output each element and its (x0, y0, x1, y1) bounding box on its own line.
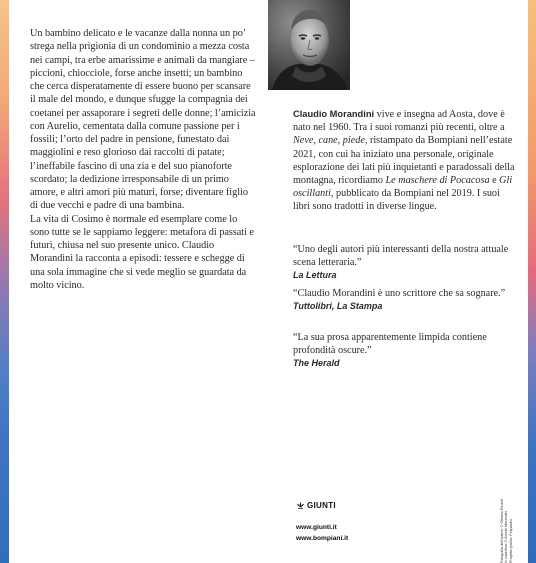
author-portrait (268, 0, 350, 90)
url-giunti[interactable]: www.giunti.it (296, 524, 337, 531)
back-cover-blurb (30, 27, 256, 292)
credit-line: Progetto grafico: Polystudio (508, 519, 513, 563)
url-bompiani[interactable]: www.bompiani.it (296, 535, 349, 542)
quote-source: Tuttolibri, La Stampa (293, 301, 383, 312)
publisher-name: GIUNTI (307, 501, 336, 510)
review-quote (293, 331, 515, 371)
book-title: Gli oscillanti (293, 175, 513, 200)
credit-line: Fotografia dell’autore: © Stefano Peranti (500, 498, 504, 563)
book-title: Neve, cane, piede, (293, 135, 368, 147)
right-edge-gradient (528, 0, 536, 563)
quote-text: “Uno degli autori più interessanti della nostra attuale scena letteraria.” (293, 244, 509, 269)
image-credits (500, 451, 512, 563)
bio-text: , pubblicato da Bompiani nel 2019. I suoi libri sono tradotti in diverse lingue. (293, 188, 500, 213)
author-name: Claudio Morandini (293, 109, 375, 119)
blurb-paragraph-2: La vita di Cosimo è normale ed esemplare come lo sono tutte se le sappiamo leggere: metafora di passati e futuri, chiusa nel suo presente unico. Claudio Morandini la racconta a episodi: tessere e schegge di una sola immagine che si vede meglio se guardata da molto vicino. (30, 213, 254, 291)
quote-text: “La sua prosa apparentemente limpida contiene profondità oscure.” (293, 332, 487, 357)
giunti-lily-icon (296, 501, 305, 510)
blurb-paragraph-1: Un bambino delicato e le vacanze dalla nonna un po’ strega nella prigionia di un condominio a mezza costa nei campi, tra erbe amarissime e animali da mangiare – piccioni, chiocciole, forse anche insetti; un bambino che cerca disperatamente di essere buono per scansare il male del mondo, e dunque sfugge la compagnia dei coetanei per assaporare i segreti delle donne; l’amicizia con Aurelio, cementata dalla comune passione per i fossili; l’orto del padre in pensione, funestato dai maggiolini e reso glorioso dai raccolti di patate; l’ineffabile fascino di una zia e del suo pianoforte scordato; la dedizione irresponsabile di un primo amore, e altri amori più maturi, forse; diventare figlio di due vecchi e padre di una bambina. (30, 28, 256, 212)
bio-text: vive e insegna ad Aosta, dove è nato nel 1960. Tra i suoi romanzi più recenti, oltre a (293, 109, 505, 134)
review-quote (293, 287, 515, 313)
bio-text: e (489, 175, 500, 187)
book-title: Le maschere di Pocacosa (385, 175, 490, 187)
bio-text: ristampato da Bompiani nell’estate 2021, con cui ha iniziato una personale, originale esplorazione dei lati più inquietanti e paradossali della montagna, ricordiamo (293, 135, 515, 187)
publisher-logo (296, 501, 336, 510)
left-edge-gradient (0, 0, 9, 563)
quote-source: The Herald (293, 358, 340, 369)
quote-text: “Claudio Morandini è uno scrittore che sa sognare.” (293, 288, 506, 299)
quote-source: La Lettura (293, 270, 337, 281)
credit-line: In copertina: © Aurelio Morandini (504, 510, 509, 563)
author-bio (293, 108, 515, 214)
publisher-urls (296, 522, 348, 544)
review-quote (293, 243, 515, 283)
